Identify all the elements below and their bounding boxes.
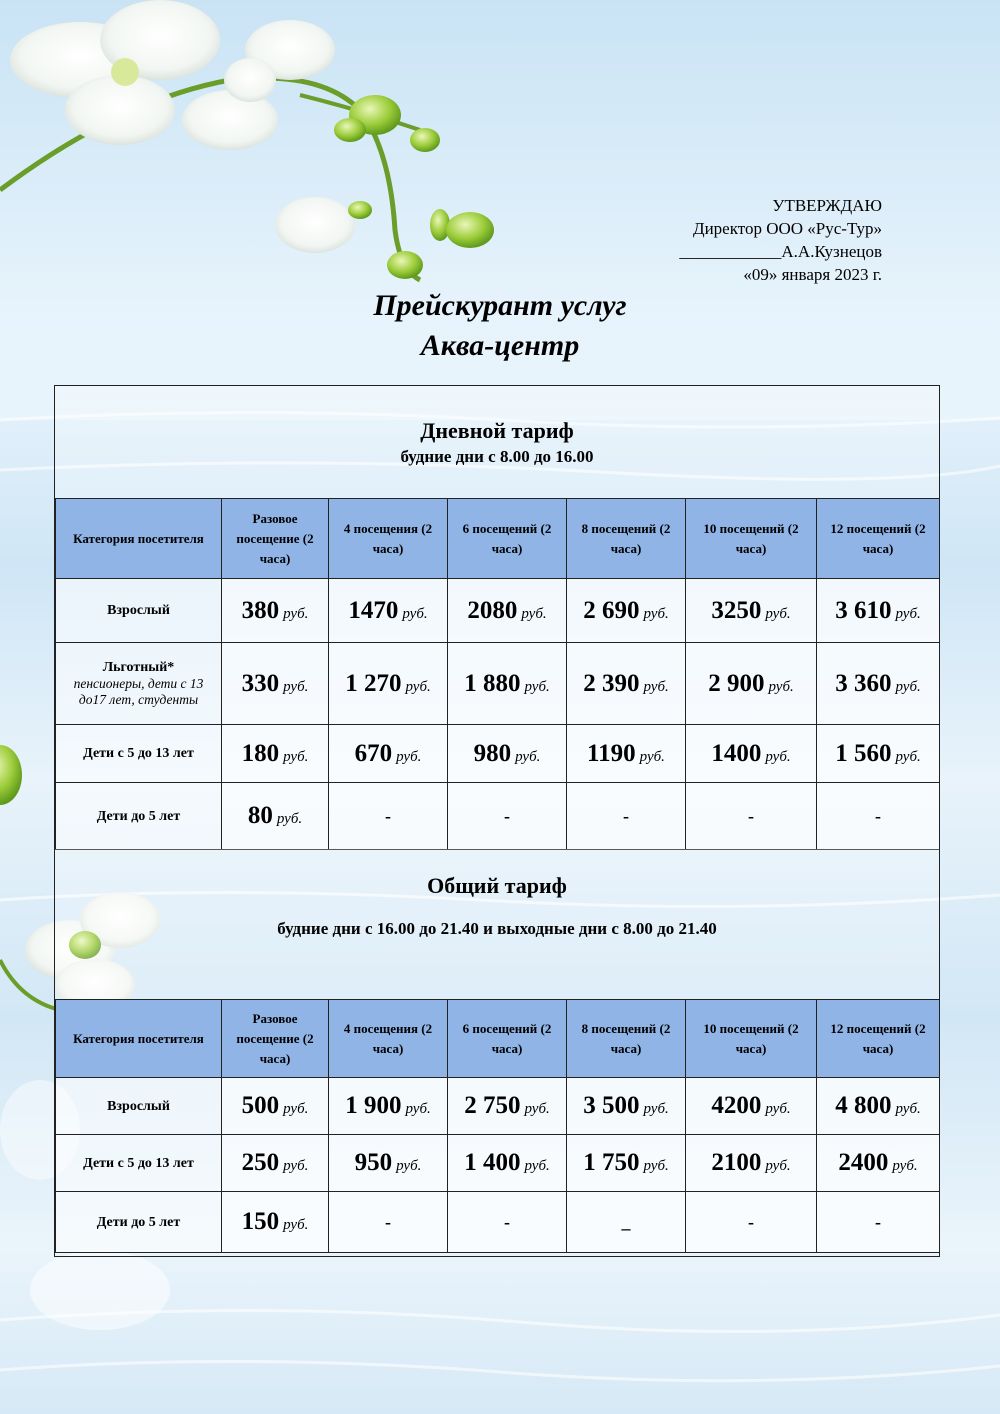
price-cell <box>222 1135 329 1192</box>
category-cell <box>56 1078 222 1135</box>
empty-price: - <box>504 805 510 826</box>
category-label: Взрослый <box>107 1098 170 1114</box>
price-cell <box>817 1078 940 1135</box>
currency-label: руб. <box>283 605 309 622</box>
price-cell <box>686 643 817 725</box>
price-value: 4 800 <box>835 1092 892 1119</box>
price-cell <box>686 579 817 643</box>
table-row <box>56 1078 940 1135</box>
general-tariff-subtitle: будние дни с 16.00 до 21.40 и выходные дни с 8.00 до 21.40 <box>277 919 717 938</box>
column-header: 10 посещений (2 часа) <box>686 1000 817 1078</box>
category-note: пенсионеры, дети с 13 до17 лет, студенты <box>73 676 204 707</box>
day-tariff-header <box>55 386 939 498</box>
category-cell <box>56 1135 222 1192</box>
price-cell <box>448 643 567 725</box>
price-value: 1 900 <box>345 1092 402 1119</box>
column-header: 6 посещений (2 часа) <box>448 499 567 579</box>
price-cell <box>448 1078 567 1135</box>
approval-heading: УТВЕРЖДАЮ <box>772 196 882 215</box>
price-cell <box>329 1135 448 1192</box>
table-row <box>56 579 940 643</box>
price-cell <box>448 1192 567 1253</box>
category-label: Дети с 5 до 13 лет <box>83 746 194 761</box>
category-cell <box>56 579 222 643</box>
currency-label: руб. <box>892 1158 918 1174</box>
column-header: Разовое посещение (2 часа) <box>222 1000 329 1078</box>
currency-label: руб. <box>639 748 665 765</box>
empty-price: - <box>875 1211 881 1232</box>
currency-label: руб. <box>765 605 791 622</box>
price-value: 3 610 <box>835 596 892 624</box>
empty-price: _ <box>621 1211 631 1232</box>
currency-label: руб. <box>396 1158 422 1174</box>
empty-price: - <box>623 805 629 826</box>
price-cell <box>567 783 686 850</box>
currency-label: руб. <box>765 748 791 765</box>
currency-label: руб. <box>405 1101 431 1117</box>
currency-label: руб. <box>283 1101 309 1117</box>
category-label: Дети до 5 лет <box>96 1214 181 1230</box>
price-cell <box>567 725 686 783</box>
price-cell <box>222 725 329 783</box>
currency-label: руб. <box>283 1217 309 1233</box>
price-value: 2100 <box>711 1149 762 1176</box>
empty-price: - <box>748 1211 754 1232</box>
table-row <box>56 1135 940 1192</box>
day-tariff-subtitle: будние дни с 8.00 до 16.00 <box>400 447 594 466</box>
column-header: 12 посещений (2 часа) <box>817 1000 940 1078</box>
general-tariff-header <box>55 849 939 999</box>
currency-label: руб. <box>643 605 669 622</box>
price-cell <box>448 1135 567 1192</box>
price-cell <box>567 579 686 643</box>
currency-label: руб. <box>276 811 303 827</box>
currency-label: руб. <box>643 1101 669 1117</box>
price-value: 3250 <box>711 596 762 624</box>
table-row <box>56 1192 940 1253</box>
currency-label: руб. <box>283 1158 309 1174</box>
empty-price: - <box>748 805 754 826</box>
price-cell <box>817 1192 940 1253</box>
price-cell <box>686 1078 817 1135</box>
day-tariff-table <box>55 498 940 850</box>
price-value: 2400 <box>838 1149 889 1176</box>
price-cell <box>567 1078 686 1135</box>
category-label: Дети до 5 лет <box>96 808 181 824</box>
price-value: 2 900 <box>708 669 765 697</box>
price-value: 4200 <box>711 1092 762 1119</box>
table-row <box>56 725 940 783</box>
currency-label: руб. <box>895 678 921 695</box>
price-cell <box>567 1135 686 1192</box>
category-label: Льготный* <box>102 660 175 675</box>
empty-price: - <box>385 1211 391 1232</box>
price-list <box>54 385 940 1257</box>
price-cell <box>222 1078 329 1135</box>
currency-label: руб. <box>765 1158 791 1174</box>
price-cell <box>448 725 567 783</box>
price-cell <box>222 1192 329 1253</box>
currency-label: руб. <box>643 678 669 695</box>
currency-label: руб. <box>515 748 541 765</box>
price-value: 1470 <box>348 596 399 624</box>
price-cell <box>817 579 940 643</box>
day-tariff-body <box>56 499 940 850</box>
price-cell <box>567 1192 686 1253</box>
price-cell <box>686 1192 817 1253</box>
price-value: 3 500 <box>583 1092 640 1119</box>
category-label: Дети с 5 до 13 лет <box>83 1155 194 1171</box>
price-cell <box>329 725 448 783</box>
price-cell <box>329 579 448 643</box>
price-value: 1 560 <box>835 739 892 767</box>
price-cell <box>329 1078 448 1135</box>
price-value: 330 <box>241 669 280 697</box>
price-cell <box>222 643 329 725</box>
column-header: 8 посещений (2 часа) <box>567 1000 686 1078</box>
price-value: 3 360 <box>835 669 892 697</box>
table-row <box>56 643 940 725</box>
price-value: 2 690 <box>583 596 640 624</box>
approval-date: «09» января 2023 г. <box>743 265 882 284</box>
price-value: 980 <box>473 739 512 767</box>
currency-label: руб. <box>768 678 794 695</box>
column-header: Категория посетителя <box>56 1000 222 1078</box>
currency-label: руб. <box>521 605 547 622</box>
currency-label: руб. <box>524 678 550 695</box>
page-title: Прейскурант услуг <box>373 289 627 322</box>
category-cell <box>56 725 222 783</box>
price-cell <box>686 1135 817 1192</box>
price-cell <box>329 783 448 850</box>
price-value: 180 <box>241 739 280 767</box>
table-row <box>56 783 940 850</box>
currency-label: руб. <box>895 748 921 765</box>
column-header: 4 посещения (2 часа) <box>329 1000 448 1078</box>
price-cell <box>817 1135 940 1192</box>
currency-label: руб. <box>396 748 422 765</box>
empty-price: - <box>875 805 881 826</box>
price-value: 250 <box>241 1149 280 1176</box>
price-value: 1 400 <box>464 1149 521 1176</box>
price-value: 1190 <box>587 739 636 767</box>
column-header: 8 посещений (2 часа) <box>567 499 686 579</box>
empty-price: - <box>385 805 391 826</box>
price-value: 1 750 <box>583 1149 640 1176</box>
column-header: Разовое посещение (2 часа) <box>222 499 329 579</box>
general-tariff-table <box>55 999 940 1253</box>
price-value: 380 <box>241 596 280 624</box>
price-cell <box>686 783 817 850</box>
price-value: 2 390 <box>583 669 640 697</box>
currency-label: руб. <box>895 1101 921 1117</box>
category-label: Взрослый <box>107 603 170 618</box>
general-tariff-body <box>56 1000 940 1253</box>
currency-label: руб. <box>643 1158 669 1174</box>
header-row <box>56 1000 940 1078</box>
column-header: 10 посещений (2 часа) <box>686 499 817 579</box>
price-value: 1 880 <box>464 669 521 697</box>
approval-signature: ____________А.А.Кузнецов <box>679 242 882 261</box>
currency-label: руб. <box>405 678 431 695</box>
page-subtitle: Аква-центр <box>420 329 580 362</box>
price-value: 670 <box>354 739 393 767</box>
approval-position: Директор ООО «Рус-Тур» <box>692 219 882 238</box>
day-tariff-title: Дневной тариф <box>420 418 574 443</box>
price-cell <box>222 579 329 643</box>
price-value: 80 <box>247 802 273 829</box>
price-cell <box>567 643 686 725</box>
price-cell <box>817 725 940 783</box>
approval-block <box>679 194 882 286</box>
category-cell <box>56 783 222 850</box>
currency-label: руб. <box>765 1101 791 1117</box>
column-header: 6 посещений (2 часа) <box>448 1000 567 1078</box>
price-value: 2 750 <box>464 1092 521 1119</box>
currency-label: руб. <box>895 605 921 622</box>
price-cell <box>329 1192 448 1253</box>
currency-label: руб. <box>402 605 428 622</box>
price-cell <box>329 643 448 725</box>
price-value: 150 <box>241 1208 280 1235</box>
price-cell <box>448 783 567 850</box>
price-value: 950 <box>354 1149 393 1176</box>
price-cell <box>817 643 940 725</box>
currency-label: руб. <box>524 1101 550 1117</box>
price-value: 1 270 <box>345 669 402 697</box>
header-row <box>56 499 940 579</box>
currency-label: руб. <box>283 748 309 765</box>
price-cell <box>222 783 329 850</box>
price-cell <box>817 783 940 850</box>
column-header: Категория посетителя <box>56 499 222 579</box>
price-value: 1400 <box>711 739 762 767</box>
empty-price: - <box>504 1211 510 1232</box>
price-value: 500 <box>241 1092 280 1119</box>
general-tariff-title: Общий тариф <box>427 873 567 898</box>
currency-label: руб. <box>283 678 309 695</box>
currency-label: руб. <box>524 1158 550 1174</box>
column-header: 12 посещений (2 часа) <box>817 499 940 579</box>
category-cell <box>56 1192 222 1253</box>
price-cell <box>686 725 817 783</box>
column-header: 4 посещения (2 часа) <box>329 499 448 579</box>
price-cell <box>448 579 567 643</box>
price-value: 2080 <box>467 596 518 624</box>
category-cell <box>56 643 222 725</box>
